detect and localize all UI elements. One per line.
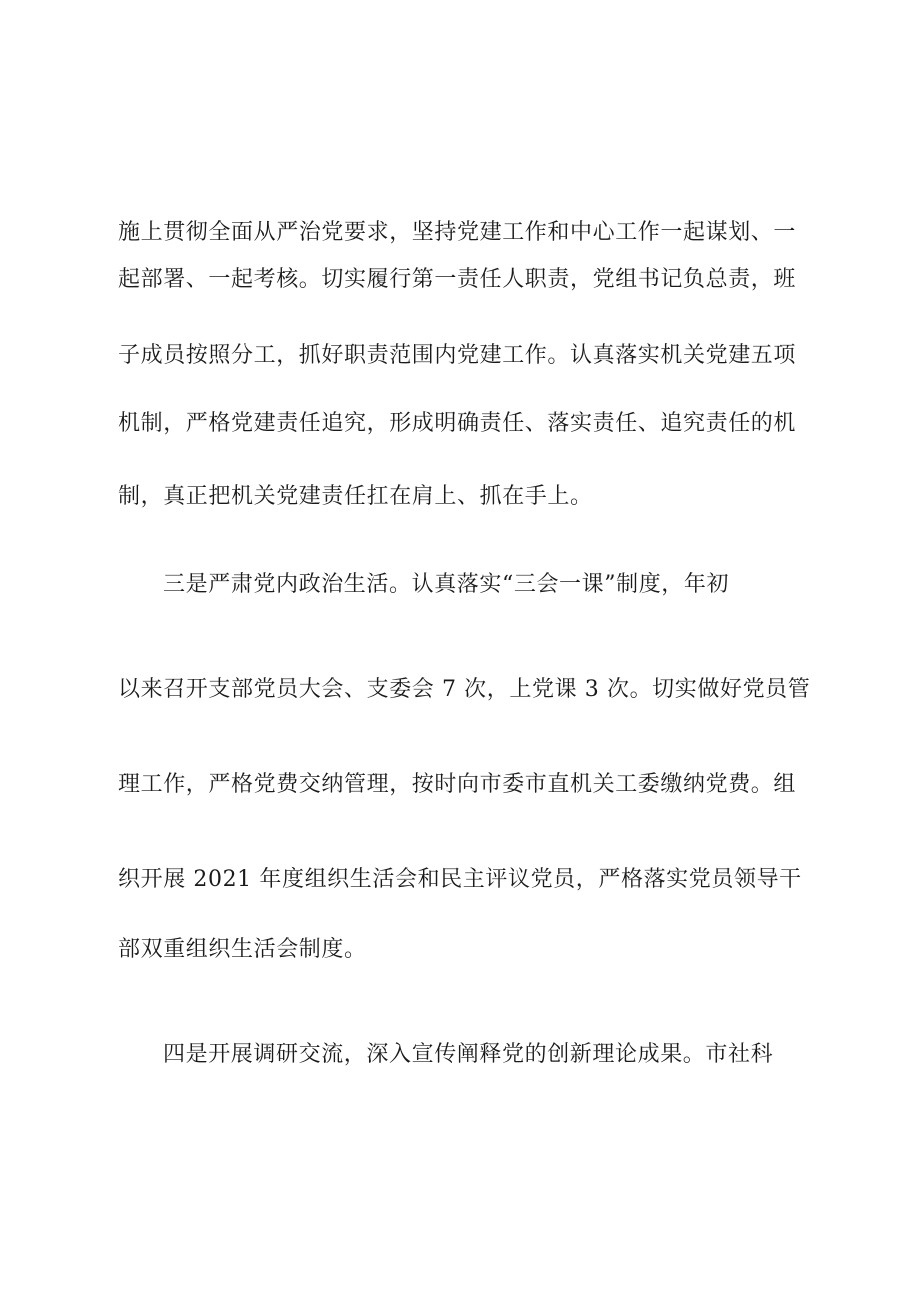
text-line: 以来召开支部党员大会、支委会 7 次，上党课 3 次。切实做好党员管 [118, 677, 811, 702]
text-line: 部双重组织生活会制度。 [118, 937, 367, 962]
text-line: 施上贯彻全面从严治党要求，坚持党建工作和中心工作一起谋划、一 [118, 220, 797, 245]
text-line: 机制，严格党建责任追究，形成明确责任、落实责任、追究责任的机 [118, 411, 797, 436]
text-line: 起部署、一起考核。切实履行第一责任人职责，党组书记负总责，班 [118, 267, 797, 292]
text-line: 制，真正把机关党建责任扛在肩上、抓在手上。 [118, 484, 593, 509]
text-line: 子成员按照分工，抓好职责范围内党建工作。认真落实机关党建五项 [118, 343, 797, 368]
text-line: 理工作，严格党费交纳管理，按时向市委市直机关工委缴纳党费。组 [118, 772, 797, 797]
text-line: 三是严肃党内政治生活。认真落实“三会一课”制度，年初 [163, 572, 730, 597]
text-line: 织开展 2021 年度组织生活会和民主评议党员，严格落实党员领导干 [118, 867, 802, 892]
text-line: 四是开展调研交流，深入宣传阐释党的创新理论成果。市社科 [163, 1042, 774, 1067]
